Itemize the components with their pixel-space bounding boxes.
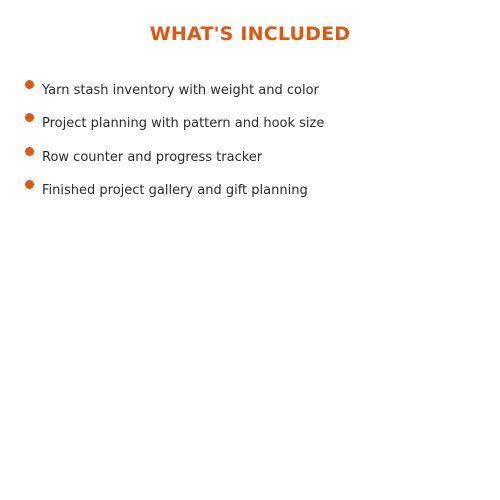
bullet-dot-icon xyxy=(25,180,34,189)
list-item xyxy=(0,147,500,171)
bullet-dot-icon xyxy=(25,80,34,89)
page-title: WHAT'S INCLUDED xyxy=(149,23,351,45)
list-item xyxy=(0,180,500,204)
feature-label: Project planning with pattern and hook size xyxy=(42,116,325,131)
list-item xyxy=(0,80,500,104)
feature-label: Finished project gallery and gift planning xyxy=(42,183,308,198)
list-item xyxy=(0,113,500,137)
feature-label: Row counter and progress tracker xyxy=(42,150,263,165)
bullet-dot-icon xyxy=(25,147,34,156)
feature-label: Yarn stash inventory with weight and color xyxy=(42,83,319,98)
bullet-dot-icon xyxy=(25,113,34,122)
